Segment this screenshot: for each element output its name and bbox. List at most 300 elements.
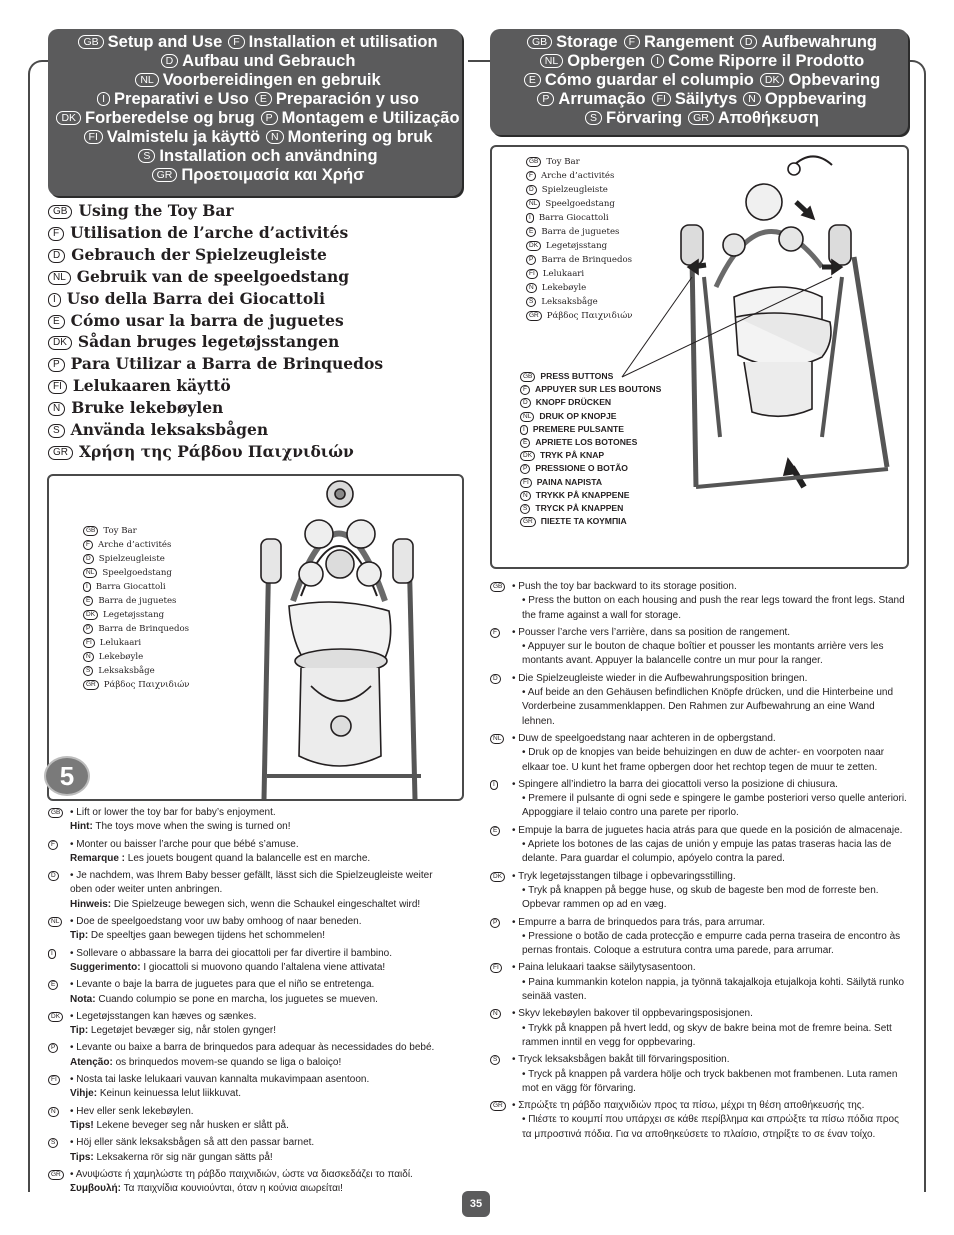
language-code-badge: GR [48, 446, 73, 460]
language-code-badge: FI [84, 130, 103, 144]
language-code-badge: GB [48, 205, 72, 219]
language-code-badge: D [161, 54, 179, 68]
header-text: Installation och användning [159, 147, 378, 165]
language-code-badge: I [490, 780, 498, 790]
section-title-text: Using the Toy Bar [78, 201, 234, 220]
toy-bar-label-text: Toy Bar [546, 157, 580, 167]
header-text: Cómo guardar el columpio [544, 71, 754, 89]
instruction-block [48, 1041, 453, 1070]
instruction-text: • Doe de speelgoedstang voor uw baby omhoog of naar beneden. [70, 916, 362, 928]
page-number: 35 [462, 1191, 490, 1217]
hint-text: Die Spielzeuge bewegen sich, wenn die Schaukel eingeschaltet wird! [111, 898, 421, 910]
header-line [48, 90, 462, 109]
hint-line [70, 820, 453, 834]
instruction-text: • Empurre a barra de brinquedos para trás, para arrumar. [512, 916, 766, 928]
instruction-text: • Skyv lekebøylen bakover til oppbevaringsposisjonen. [512, 1008, 753, 1020]
language-code-badge: P [490, 918, 500, 928]
storage-illustration-panel [490, 145, 909, 569]
hint-label: Hint: [70, 821, 93, 833]
language-code-badge: N [83, 652, 94, 662]
toy-bar-section-titles [48, 200, 383, 463]
language-code-badge: D [83, 554, 94, 564]
section-title-text: Gebrauch der Spielzeugleiste [71, 244, 327, 264]
language-code-badge: I [48, 293, 61, 307]
header-line [48, 33, 462, 52]
toy-bar-label-text: Spielzeugleiste [541, 185, 608, 195]
toy-bar-label-text: Barra Giocattoli [538, 213, 609, 223]
instruction-block [490, 1053, 910, 1096]
instruction-text: • Premere il pulsante di ogni sede e spingere le gambe posteriori verso quelle anteriori. Appoggiare il telaio contro una parete per riporlo. [522, 793, 907, 819]
instruction-block [490, 824, 910, 867]
instruction-text: • Σπρώξτε τη ράβδο παιχνιδιών προς τα πίσω, μέχρι τη θέση αποθήκευσής της. [512, 1100, 865, 1112]
language-code-badge: DK [520, 451, 535, 461]
language-code-badge: FI [83, 638, 95, 648]
instruction-text: • Je nachdem, was Ihrem Baby besser gefällt, lässt sich die Spielzeugleiste weiter oben oder weiter unten anbringen. [70, 870, 433, 896]
language-code-badge: S [48, 1138, 58, 1148]
instruction-block [48, 1136, 453, 1165]
header-text: Oppbevaring [764, 90, 867, 108]
hint-text: Les jouets bougent quand la balancelle est en marche. [125, 852, 371, 864]
language-code-badge: D [48, 871, 59, 881]
header-line [48, 147, 462, 166]
language-code-badge: I [97, 92, 110, 106]
instruction-text: • Levante ou baixe a barra de brinquedos para adequar às necessidades do bebé. [70, 1042, 435, 1054]
language-code-badge: GB [48, 808, 63, 818]
language-code-badge: NL [48, 271, 71, 285]
instruction-text: • Sollevare o abbassare la barra dei giocattoli per far divertire il bambino. [70, 947, 393, 959]
toy-bar-label-text: Leksaksbåge [98, 666, 155, 676]
header-line [48, 71, 462, 90]
language-code-badge: P [48, 358, 65, 372]
header-text: Setup and Use [107, 33, 223, 51]
language-code-badge: F [48, 227, 64, 241]
language-code-badge: F [520, 385, 530, 395]
language-code-badge: I [526, 213, 534, 223]
language-code-badge: GB [527, 35, 552, 49]
instruction-text: • Höj eller sänk leksaksbågen så att den passar barnet. [70, 1137, 315, 1149]
instruction-block [48, 947, 453, 976]
header-line [48, 109, 462, 128]
hint-label: Vihje: [70, 1088, 98, 1100]
hint-label: Συμβουλή: [70, 1183, 121, 1195]
press-buttons-label-text: TRYK PÅ KNAP [540, 450, 605, 461]
header-text: Preparativi e Uso [114, 90, 249, 108]
instruction-text: • Tryck leksaksbågen bakåt till förvaringsposition. [512, 1054, 730, 1066]
toy-bar-label-text: Arche d’activités [540, 171, 615, 181]
storage-instructions [490, 580, 910, 1145]
language-code-badge: GB [83, 526, 98, 536]
language-code-badge: DK [760, 73, 785, 87]
language-code-badge: NL [48, 917, 62, 927]
section-title [48, 353, 383, 375]
instruction-block [48, 838, 453, 867]
language-code-badge: D [740, 35, 758, 49]
language-code-badge: S [138, 149, 155, 163]
hint-line [70, 1182, 453, 1196]
hint-text: Legetøjet bevæger sig, når stolen gynger! [88, 1025, 277, 1037]
section-title-text: Para Utilizar a Barra de Brinquedos [70, 354, 384, 374]
language-code-badge: P [83, 624, 93, 634]
toy-bar-label-text: Barra Giocattoli [95, 582, 166, 592]
section-title-text: Cómo usar la barra de juguetes [70, 310, 344, 330]
language-code-badge: FI [490, 963, 502, 973]
language-code-badge: NL [135, 73, 158, 87]
toy-bar-label-text: Barra de Brinquedos [98, 624, 190, 634]
toy-bar-label-text: Lekebøyle [98, 652, 144, 662]
instruction-text: • Legetøjsstangen kan hæves og sænkes. [70, 1010, 257, 1022]
header-line [490, 52, 908, 71]
instruction-text: • Hev eller senk lekebøylen. [70, 1105, 194, 1117]
language-code-badge: I [651, 54, 664, 68]
instruction-block [490, 870, 910, 913]
language-code-badge: GB [490, 582, 505, 592]
hint-line [70, 852, 453, 866]
header-line [48, 166, 462, 185]
toy-bar-label-text: Spielzeugleiste [98, 554, 165, 564]
header-text: Come Riporre il Prodotto [668, 52, 865, 70]
language-code-badge: I [520, 425, 528, 435]
language-code-badge: E [48, 980, 58, 990]
toy-bar-label-text: Barra de juguetes [98, 596, 177, 606]
language-code-badge: GR [152, 168, 178, 182]
language-code-badge: N [526, 283, 537, 293]
section-title-text: Lelukaaren käyttö [72, 376, 231, 396]
section-title [48, 331, 383, 353]
language-code-badge: F [228, 35, 244, 49]
language-code-badge: DK [56, 111, 81, 125]
instruction-text: • Die Spielzeugleiste wieder in die Aufbewahrungsposition bringen. [512, 672, 808, 684]
toy-bar-label-text: Barra de Brinquedos [541, 255, 633, 265]
instruction-block [490, 778, 910, 821]
hint-text: The toys move when the swing is turned on! [92, 821, 291, 833]
section-title-text: Utilisation de l’arche d’activités [70, 222, 349, 242]
section-title [48, 375, 383, 397]
language-code-badge: NL [526, 199, 540, 209]
language-code-badge: N [266, 130, 284, 144]
language-code-badge: F [526, 171, 536, 181]
toy-bar-instructions [48, 806, 453, 1199]
language-code-badge: E [520, 438, 530, 448]
language-code-badge: N [48, 402, 65, 416]
section-title [48, 266, 383, 288]
press-buttons-label-text: KNOPF DRÜCKEN [535, 397, 612, 408]
instruction-text: • Tryk på knappen på begge huse, og skub de bageste ben mod de forreste ben. Opbevar rammen op ad en væg. [522, 884, 879, 911]
header-text: Säilytys [674, 90, 738, 108]
toy-bar-label-text: Arche d’activités [97, 540, 172, 550]
press-buttons-label-text: TRYKK PÅ KNAPPENE [535, 489, 630, 500]
header-text: Aufbewahrung [761, 33, 877, 51]
section-title-text: Uso della Barra dei Giocattoli [66, 288, 325, 308]
language-code-badge: I [48, 949, 56, 959]
storage-header [490, 29, 908, 135]
header-text: Valmistelu ja käyttö [106, 128, 261, 146]
instruction-block [48, 915, 453, 944]
header-text: Installation et utilisation [248, 33, 438, 51]
hint-line [70, 929, 453, 943]
toy-bar-label-text: Ράβδος Παιχνιδιών [103, 680, 190, 690]
header-text: Opbevaring [788, 71, 881, 89]
press-buttons-label-text: TRYCK PÅ KNAPPEN [535, 503, 624, 514]
language-code-badge: F [624, 35, 640, 49]
instruction-block [490, 916, 910, 959]
section-title-text: Χρήση της Ράβδου Παιχνιδιών [79, 441, 354, 461]
instruction-text: • Levante o baje la barra de juguetes para que el niño se entretenga. [70, 979, 375, 991]
language-code-badge: DK [83, 610, 98, 620]
language-code-badge: N [490, 1009, 501, 1019]
header-line [48, 128, 462, 147]
header-text: Aufbau und Gebrauch [182, 52, 356, 70]
header-text: Montering og bruk [287, 128, 433, 146]
instruction-block [490, 626, 910, 669]
language-code-badge: DK [48, 336, 72, 350]
instruction-text: • Trykk på knappen på hvert ledd, og skyv de bakre beina mot de fremre beina. Sett rammen inntil en vegg for oppbevaring. [522, 1022, 892, 1048]
language-code-badge: GR [83, 680, 99, 690]
press-buttons-label-text: PREMERE PULSANTE [532, 423, 625, 434]
language-code-badge: GB [520, 372, 535, 382]
language-code-badge: GR [688, 111, 714, 125]
section-title-text: Bruke lekebøylen [71, 398, 224, 418]
language-code-badge: GR [48, 1170, 64, 1180]
header-text: Storage [556, 33, 618, 51]
instruction-block [490, 1099, 910, 1142]
hint-label: Suggerimento: [70, 961, 141, 973]
hint-label: Tip: [70, 1025, 89, 1037]
instruction-block [48, 806, 453, 835]
instruction-text: • Appuyer sur le bouton de chaque boîtier et pousser les montants arrière vers les montants avant. Appuyer la balancelle contre un mur pour la ranger. [522, 641, 884, 667]
header-text: Αποθήκευση [717, 109, 820, 127]
instruction-text: • Nosta tai laske lelukaari vauvan kannalta mukavimpaan asentoon. [70, 1074, 370, 1086]
hint-text: Τα παιχνίδια κουνιούνται, όταν η κούνια αιωρείται! [120, 1183, 343, 1195]
language-code-badge: FI [48, 1075, 60, 1085]
language-code-badge: NL [490, 734, 504, 744]
instruction-text: • Press the button on each housing and push the rear legs toward the front legs. Stand the frame against a wall for storage. [522, 595, 905, 621]
hint-line [70, 1087, 453, 1101]
hint-text: Keinun keinuessa lelut liikkuvat. [97, 1088, 242, 1100]
toy-bar-label-text: Lelukaari [99, 638, 142, 648]
language-code-badge: F [490, 628, 500, 638]
hint-line [70, 1056, 453, 1070]
section-title [48, 200, 383, 222]
language-code-badge: F [83, 540, 93, 550]
language-code-badge: N [520, 491, 531, 501]
section-title-text: Gebruik van de speelgoedstang [76, 266, 350, 286]
language-code-badge: S [48, 424, 65, 438]
instruction-text: • Empuje la barra de juguetes hacia atrás para que quede en la posición de almacenaje. [512, 824, 903, 836]
header-text: Opbergen [567, 52, 646, 70]
instruction-block [48, 1168, 453, 1197]
section-title [48, 397, 383, 419]
language-code-badge: GB [78, 35, 103, 49]
press-buttons-label-text: PAINA NAPISTA [536, 476, 603, 487]
language-code-badge: S [490, 1055, 500, 1065]
header-text: Rangement [644, 33, 734, 51]
language-code-badge: P [537, 92, 554, 106]
language-code-badge: DK [490, 872, 505, 882]
language-code-badge: S [83, 666, 93, 676]
header-text: Arrumação [558, 90, 646, 108]
header-line [490, 109, 908, 128]
language-code-badge: N [743, 92, 761, 106]
hint-line [70, 898, 453, 912]
language-code-badge: N [48, 1107, 59, 1117]
toy-bar-label-text: Speelgoedstang [545, 199, 615, 209]
press-buttons-label-text: PRESS BUTTONS [540, 371, 614, 381]
header-text: Preparación y uso [275, 90, 419, 108]
language-code-badge: P [526, 255, 536, 265]
press-buttons-label-text: PRESSIONE O BOTÃO [535, 463, 628, 474]
hint-label: Tip: [70, 930, 89, 942]
header-text: Voorbereidingen en gebruik [162, 71, 381, 89]
header-line [490, 33, 908, 52]
language-code-badge: D [490, 674, 501, 684]
instruction-text: • Pressione o botão de cada protecção e empurre cada perna traseira de encontro às pernas frontais. Coloque a estrutura contra uma parede, para arrumar. [522, 930, 901, 957]
press-buttons-label-text: DRUK OP KNOPJE [539, 410, 617, 421]
hint-line [70, 1151, 453, 1165]
language-code-badge: FI [48, 380, 67, 394]
language-code-badge: NL [83, 568, 97, 578]
header-text: Προετοιμασία και Χρήσ [181, 166, 365, 184]
hint-text: Lekene beveger seg når husken er slått på. [93, 1119, 289, 1131]
instruction-block [48, 1105, 453, 1134]
language-code-badge: FI [652, 92, 671, 106]
language-code-badge: E [83, 596, 93, 606]
header-line [490, 71, 908, 90]
instruction-text: • Druk op de knopjes van beide behuizingen en duw de achter- en voorpoten naar elkaar toe. U kunt het frame opbergen door het rechtop tegen de muur te zetten. [522, 747, 885, 773]
language-code-badge: S [526, 297, 536, 307]
language-code-badge: GR [490, 1101, 506, 1111]
hint-text: Leksakerna rör sig när gungan sätts på! [93, 1151, 273, 1163]
hint-label: Nota: [70, 993, 96, 1005]
section-title [48, 288, 383, 310]
language-code-badge: F [48, 840, 58, 850]
instruction-text: • Spingere all’indietro la barra dei giocattoli verso la posizione di chiusura. [512, 778, 838, 790]
instruction-text: • Apriete los botones de las cajas de unión y empuje las patas traseras hacia las de delante. Para guardar el columpio, apóyelo contra la pared. [522, 839, 892, 865]
instruction-text: • Push the toy bar backward to its storage position. [512, 581, 737, 592]
language-code-badge: S [520, 504, 530, 514]
language-code-badge: S [585, 111, 602, 125]
instruction-block [48, 1010, 453, 1039]
toy-bar-label-text: Lekebøyle [541, 283, 587, 293]
press-buttons-label-text: APRIETE LOS BOTONES [535, 437, 638, 448]
header-line [490, 90, 908, 109]
language-code-badge: FI [526, 269, 538, 279]
press-buttons-label-text: ΠΙΕΣΤΕ ΤΑ ΚΟΥΜΠΙΑ [540, 516, 627, 527]
hint-line [70, 1119, 453, 1133]
header-text: Förvaring [605, 109, 683, 127]
section-title [48, 441, 383, 463]
folding-swing-illustration [492, 147, 907, 567]
setup-and-use-header [48, 29, 462, 196]
instruction-block [48, 1073, 453, 1102]
swing-toy-bar-illustration [49, 476, 462, 799]
language-code-badge: GR [520, 517, 536, 527]
language-code-badge: NL [520, 412, 534, 422]
hint-line [70, 993, 453, 1007]
instruction-block [48, 978, 453, 1007]
language-code-badge: E [524, 73, 541, 87]
toy-bar-label-text: Leksaksbåge [541, 297, 598, 307]
hint-text: De speeltjes gaan bewegen tijdens het schommelen! [88, 930, 325, 942]
instruction-block [490, 672, 910, 729]
instruction-block [490, 580, 910, 623]
language-code-badge: I [83, 582, 91, 592]
language-code-badge: E [48, 315, 65, 329]
language-code-badge: E [526, 227, 536, 237]
language-code-badge: NL [540, 54, 563, 68]
instruction-text: • Ανυψώστε ή χαμηλώστε τη ράβδο παιχνιδιών, ώστε να διασκεδάζει το παιδί. [70, 1168, 413, 1180]
language-code-badge: DK [526, 241, 541, 251]
header-line [48, 52, 462, 71]
toy-bar-illustration-panel [47, 474, 464, 801]
instruction-text: • Paina lelukaari taakse säilytysasentoon. [512, 962, 696, 974]
instruction-block [490, 732, 910, 775]
press-buttons-label-text: APPUYER SUR LES BOUTONS [534, 384, 662, 395]
instruction-text: • Auf beide an den Gehäusen befindlichen Knöpfe drücken, und die Hinterbeine und Vorderbeine zusammenklappen. Den Rahmen zur Aufbewahrung an eine Wand lehnen. [522, 687, 894, 727]
instruction-block [490, 961, 910, 1004]
section-title [48, 310, 383, 332]
hint-text: os brinquedos movem-se quando se liga o baloiço! [112, 1056, 342, 1068]
instruction-block [490, 1007, 910, 1050]
section-title [48, 419, 383, 441]
hint-label: Tips: [70, 1151, 94, 1163]
language-code-badge: GR [526, 311, 542, 321]
hint-label: Atenção: [70, 1056, 113, 1068]
language-code-badge: E [490, 826, 500, 836]
hint-line [70, 961, 453, 975]
language-code-badge: FI [520, 478, 532, 488]
instruction-text: • Lift or lower the toy bar for baby’s enjoyment. [70, 807, 276, 818]
section-title [48, 222, 383, 244]
instruction-text: • Pousser l’arche vers l’arrière, dans sa position de rangement. [512, 626, 791, 638]
section-title-text: Sådan bruges legetøjsstangen [77, 332, 340, 352]
hint-text: I giocattoli si muovono quando l’altalena viene attivata! [140, 961, 386, 973]
step-number-badge: 5 [44, 756, 90, 796]
hint-label: Tips! [70, 1119, 94, 1131]
instruction-text: • Tryck på knappen på vardera hölje och tryck bakbenen mot frambenen. Luta ramen mot en vägg för förvaring. [522, 1068, 898, 1094]
toy-bar-label-text: Lelukaari [542, 269, 585, 279]
toy-bar-label-text: Legetøjsstang [546, 241, 608, 251]
section-title [48, 244, 383, 266]
hint-line [70, 1024, 453, 1038]
language-code-badge: DK [48, 1012, 63, 1022]
language-code-badge: P [261, 111, 278, 125]
header-text: Montagem e Utilização [281, 109, 460, 127]
language-code-badge: GB [526, 157, 541, 167]
hint-label: Hinweis: [70, 898, 112, 910]
instruction-text: • Tryk legetøjsstangen tilbage i opbevaringsstilling. [512, 870, 736, 882]
language-code-badge: D [48, 249, 65, 263]
toy-bar-label-text: Ράβδος Παιχνιδιών [546, 311, 633, 321]
toy-bar-label-text: Toy Bar [103, 526, 137, 536]
header-text: Forberedelse og brug [85, 109, 255, 127]
instruction-block [48, 869, 453, 912]
hint-label: Remarque : [70, 852, 126, 864]
instruction-text: • Πιέστε το κουμπί που υπάρχει σε κάθε περίβλημα και σπρώξτε τα πίσω πόδια προς τα μπροστινά πόδια. Για να αποθηκεύσετε το πλαίσιο, στηρίξτε το σε έναν τοίχο. [522, 1114, 899, 1140]
language-code-badge: D [520, 398, 531, 408]
language-code-badge: P [520, 464, 530, 474]
toy-bar-label-text: Barra de juguetes [541, 227, 620, 237]
language-code-badge: E [255, 92, 272, 106]
toy-bar-label-text: Speelgoedstang [102, 568, 172, 578]
language-code-badge: P [48, 1043, 58, 1053]
instruction-text: • Paina kummankin kotelon nappia, ja työnnä takajalkoja etujalkoja kohti. Säilytä runko seinää vasten. [522, 976, 905, 1003]
hint-text: Cuando columpio se pone en marcha, los juguetes se mueven. [95, 993, 378, 1005]
instruction-text: • Monter ou baisser l’arche pour que bébé s’amuse. [70, 838, 299, 850]
section-title-text: Använda leksaksbågen [70, 420, 269, 440]
instruction-text: • Duw de speelgoedstang naar achteren in de opbergstand. [512, 732, 776, 744]
language-code-badge: D [526, 185, 537, 195]
toy-bar-label-text: Legetøjsstang [103, 610, 165, 620]
